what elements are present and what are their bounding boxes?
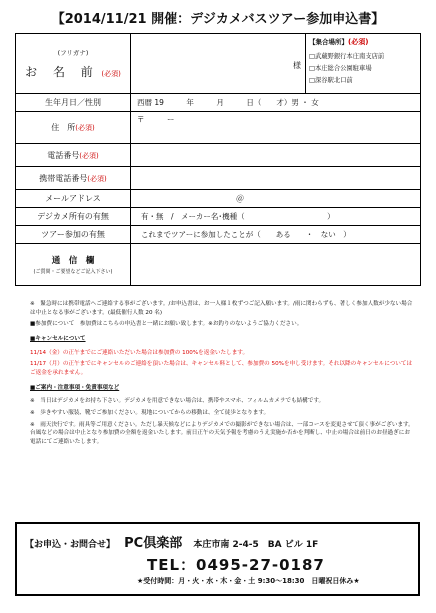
name-input-cell[interactable] bbox=[131, 34, 306, 94]
club-name: PC倶楽部 bbox=[124, 536, 183, 551]
address-field[interactable]: 〒 ー bbox=[131, 112, 421, 144]
cancel-heading: ■キャンセルについて bbox=[30, 335, 86, 342]
meeting-place-title: 【集合場所】 bbox=[309, 38, 348, 46]
comm-label: 通 信 欄 bbox=[51, 256, 95, 266]
mobile-field[interactable] bbox=[131, 167, 421, 190]
mobile-label-cell bbox=[16, 167, 131, 190]
dob-field[interactable]: 西暦 19 年 月 日（ 才）男 ・ 女 bbox=[131, 94, 421, 112]
contact-label: 【お申込・お問合せ】 bbox=[25, 540, 116, 550]
name-label-cell bbox=[16, 34, 131, 94]
required-mark: (必須) bbox=[101, 69, 121, 78]
meeting-option-1[interactable]: □武蔵野銀行本庄南支店前 bbox=[309, 53, 385, 60]
phone-label: 電話番号 bbox=[47, 150, 80, 160]
address-label: 住 所 bbox=[51, 123, 76, 132]
cancel-note-1: 11/14（金）の正午までにご連絡いただいた場合は参加費の 100%を返金いたします。 bbox=[30, 349, 249, 356]
guide-note-2: ※ 歩きやすい服装、靴でご参加ください。現地についてからの移動は、全て徒歩となります。 bbox=[30, 409, 270, 416]
application-form-table bbox=[15, 33, 421, 286]
contact-tel[interactable]: TEL：0495-27-0187 bbox=[147, 556, 325, 574]
guide-note-1: ※ 当日はデジカメをお持ち下さい。デジカメを用意できない場合は、携帯やスマホ、フィルムカメラでも結構です。 bbox=[30, 398, 325, 405]
note-fee: ■参加費について 参加費はこちらの申込書と一緒にお願い致します。※お釣りのないようご協力ください。 bbox=[30, 321, 303, 328]
note-emergency: ※ 緊急時には携帯電話へご連絡する事がございます。/お申込書は、お一人様１枚ずつご記入願います。/雨に関わらずも、著しく参加人数が少ない場合は中止となる事がございます。(最低催行人数 20 名) bbox=[30, 301, 413, 316]
mobile-label: 携帯電話番号 bbox=[39, 173, 88, 183]
comm-note: (ご質問・ご要望などご記入下さい) bbox=[33, 269, 113, 275]
comm-label-cell bbox=[16, 244, 131, 286]
name-row bbox=[16, 34, 421, 94]
guide-note-3: ※ 雨天決行です。雨具等ご用意ください。ただし暴天候などによりデジカメでの撮影ができない場合は、一部コースを変更させて頂く事がございます。台風などの場合は中止となり参加費の全額を返金いたします。前日正午の天気予報を考慮のうえ実施か否かを判断し、中止の場合は前日のお昼過ぎにお電話にてご連絡いたします。 bbox=[30, 421, 414, 445]
camera-field[interactable]: 有・無 / メーカー名･機種（ ） bbox=[131, 208, 421, 226]
tour-label: ツアー参加の有無 bbox=[16, 226, 131, 244]
guide-heading: ■ご案内・注意事項・免責事項など bbox=[30, 384, 120, 391]
cancel-note-2: 11/17（月）の正午までにキャンセルのご連絡を頂いた場合は、キャンセル料として、参加費の 50%を申し受けます。それ以降のキャンセルについてはご返金を承れません。 bbox=[30, 361, 413, 376]
notes-section bbox=[30, 300, 415, 450]
email-field[interactable]: ＠ bbox=[131, 190, 421, 208]
required-mark: (必須) bbox=[348, 38, 369, 46]
camera-label: デジカメ所有の有無 bbox=[16, 208, 131, 226]
meeting-place-cell bbox=[306, 34, 421, 94]
club-address: 本庄市南 2-4-5 BA ビル 1F bbox=[193, 540, 319, 550]
dob-label: 生年月日／性別 bbox=[16, 94, 131, 112]
contact-box bbox=[15, 522, 420, 596]
phone-field[interactable] bbox=[131, 144, 421, 167]
furigana-label: (フリガナ) bbox=[57, 48, 89, 57]
email-label: メールアドレス bbox=[16, 190, 131, 208]
meeting-option-3[interactable]: □深谷駅北口前 bbox=[309, 76, 353, 84]
comm-field[interactable] bbox=[131, 244, 421, 286]
required-mark: (必須) bbox=[79, 151, 99, 160]
sama-suffix: 様 bbox=[293, 61, 301, 70]
business-hours: ★受付時間：月・火・水・木・金・土 9:30～18:30 日曜祝日休み★ bbox=[137, 577, 360, 585]
name-label: お 名 前 bbox=[25, 64, 99, 79]
required-mark: (必須) bbox=[75, 124, 95, 132]
address-label-cell bbox=[16, 112, 131, 144]
tour-field[interactable]: これまでツアーに参加したことが（ ある ・ ない ） bbox=[131, 226, 421, 244]
phone-label-cell bbox=[16, 144, 131, 167]
meeting-option-2[interactable]: □本庄総合公園駐車場 bbox=[309, 64, 372, 72]
form-title: 【2014/11/21 開催：デジカメバスツアー参加申込書】 bbox=[51, 12, 385, 27]
required-mark: (必須) bbox=[87, 174, 107, 183]
